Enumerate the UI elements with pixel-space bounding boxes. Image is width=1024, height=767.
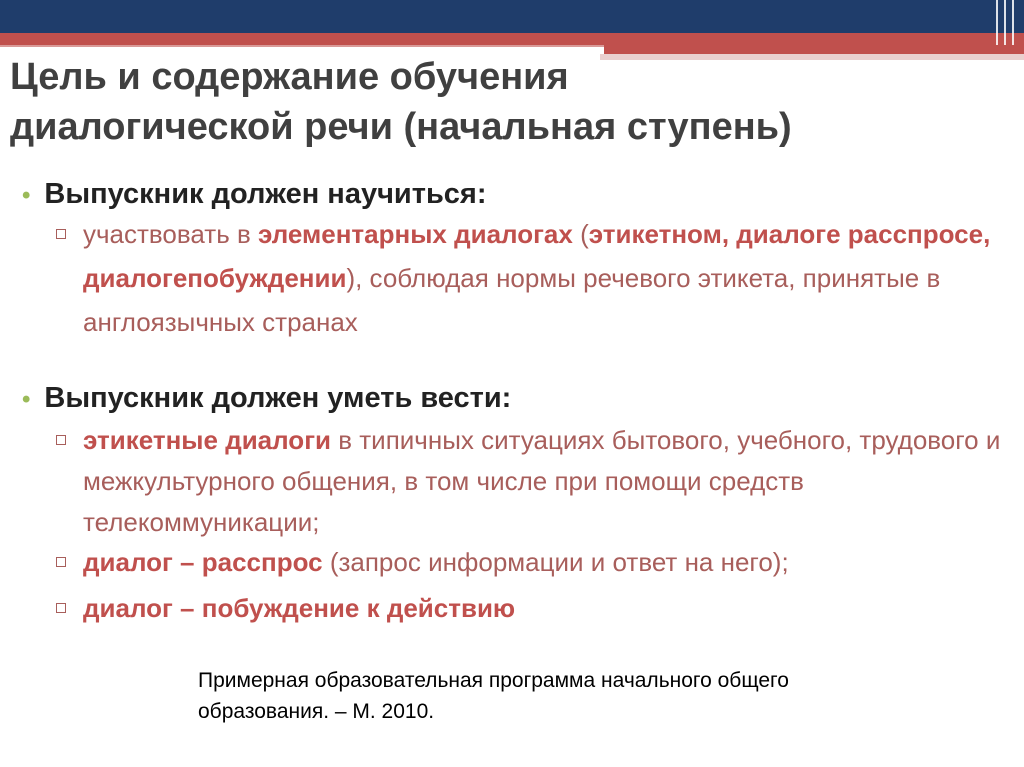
section-1-item-1-text	[83, 214, 1018, 343]
item-text-plain: (	[572, 219, 589, 249]
slide-title-line-2: диалогической речи (начальная ступень)	[10, 106, 792, 148]
section-2-heading	[22, 380, 511, 418]
item-text-bold: расспросе, диалоге	[83, 219, 991, 293]
item-text-plain: в типичных ситуациях бытового, учебного, трудового и межкультурного общения, в том числе при помощи средств телекоммуникации;	[83, 425, 1001, 537]
section-2-item-1-text	[83, 420, 1018, 543]
header-stripe-red	[0, 33, 1024, 45]
section-2-item-3	[56, 588, 1018, 629]
header-accent-line	[996, 0, 998, 45]
header-accent-line	[1012, 0, 1014, 45]
square-bullet-icon	[56, 435, 66, 445]
bullet-dot-icon: •	[22, 182, 31, 209]
item-text-plain: участвовать в	[83, 219, 259, 249]
item-text-plain: (запрос информации и ответ на него);	[322, 547, 789, 577]
section-2-item-2-text	[83, 542, 1018, 583]
slide-title-line-1: Цель и содержание обучения	[10, 56, 569, 98]
item-text-bold: побуждении	[187, 263, 347, 293]
section-2-item-3-text	[83, 588, 1018, 629]
item-text-plain: ), соблюдая нормы речевого этикета, принятые в англоязычных странах	[83, 263, 941, 337]
slide-title	[10, 52, 1010, 152]
square-bullet-icon	[56, 229, 66, 239]
bullet-dot-icon: •	[22, 386, 31, 413]
source-citation: Примерная образовательная программа начального общего образования. – М. 2010.	[198, 669, 789, 723]
section-2-heading-text: Выпускник должен уметь вести:	[44, 382, 512, 414]
section-1-heading	[22, 176, 486, 214]
item-text-bold: этикетные диалоги	[83, 425, 332, 455]
header-accent-line	[1004, 0, 1006, 45]
square-bullet-icon	[56, 557, 66, 567]
header-bar-navy	[0, 0, 1024, 33]
section-2-item-2	[56, 542, 1018, 583]
item-text-bold: диалог – расспрос	[83, 547, 323, 577]
section-1-heading-text: Выпускник должен научиться:	[44, 178, 487, 210]
item-text-bold: этикетном, диалоге	[588, 219, 841, 249]
section-1-item-1	[56, 214, 1018, 343]
square-bullet-icon	[56, 603, 66, 613]
item-text-bold: элементарных диалогах	[258, 219, 573, 249]
item-text-bold: диалог – побуждение к действию	[83, 593, 516, 623]
section-2-item-1	[56, 420, 1018, 543]
